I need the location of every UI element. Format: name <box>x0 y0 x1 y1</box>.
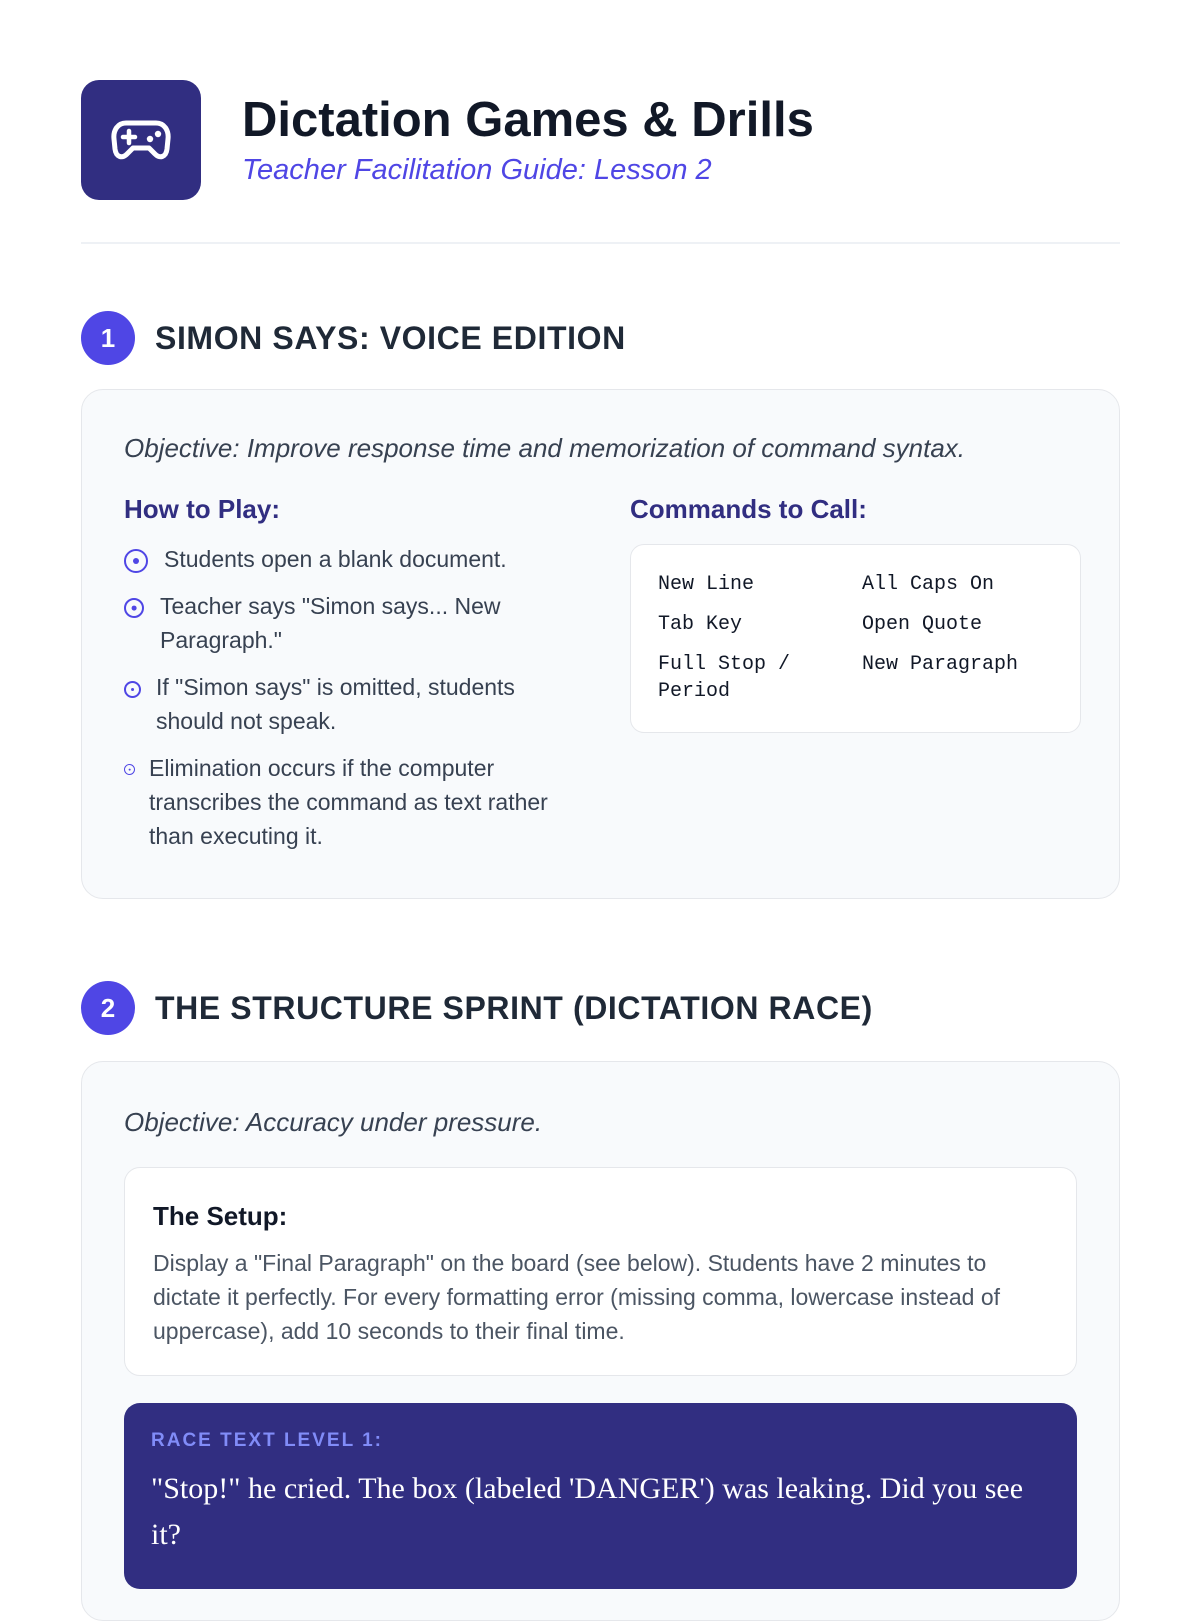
section-number-badge: 2 <box>81 981 135 1035</box>
command-item: Open Quote <box>862 613 983 636</box>
section-number-badge: 1 <box>81 311 135 365</box>
command-item: Full Stop / Period <box>658 653 791 703</box>
structure-sprint-card <box>81 1061 1120 1621</box>
objective-text: Objective: Improve response time and memorization of command syntax. <box>124 433 966 463</box>
page-header <box>81 80 1120 200</box>
bullet-circle-icon <box>124 598 144 618</box>
list-item <box>124 542 564 576</box>
list-item <box>124 751 564 853</box>
command-item: Tab Key <box>658 613 743 636</box>
how-to-play-heading: How to Play: <box>124 494 281 524</box>
section-2-heading <box>81 981 1120 1035</box>
bullet-circle-icon <box>124 764 135 775</box>
step-text: Teacher says "Simon says... New Paragraph." <box>160 593 501 653</box>
section-title: THE STRUCTURE SPRINT (DICTATION RACE) <box>155 989 873 1026</box>
header-divider <box>81 242 1120 244</box>
commands-heading: Commands to Call: <box>630 494 867 524</box>
section-1-heading <box>81 311 1120 365</box>
header-text <box>242 92 814 188</box>
steps-list <box>124 542 564 853</box>
simon-says-card <box>81 389 1120 899</box>
setup-box <box>124 1167 1077 1376</box>
lesson-guide <box>81 80 1120 1621</box>
objective-text: Objective: Accuracy under pressure. <box>124 1107 543 1137</box>
how-to-play-column <box>124 492 564 866</box>
command-item: New Line <box>658 573 755 596</box>
step-text: If "Simon says" is omitted, students should not speak. <box>156 674 515 734</box>
step-text: Elimination occurs if the computer transcribes the command as text rather than executing it. <box>149 755 548 849</box>
race-text: "Stop!" he cried. The box (labeled 'DANGER') was leaking. Did you see it? <box>151 1472 1024 1551</box>
setup-heading: The Setup: <box>153 1201 288 1231</box>
command-item: New Paragraph <box>862 653 1019 676</box>
gamepad-icon <box>110 117 172 163</box>
commands-box <box>630 544 1081 733</box>
page-subtitle: Teacher Facilitation Guide: Lesson 2 <box>242 154 712 186</box>
bullet-circle-icon <box>124 549 148 573</box>
page-title: Dictation Games & Drills <box>242 93 814 147</box>
commands-column <box>630 492 1081 733</box>
race-label: RACE TEXT LEVEL 1: <box>151 1430 384 1451</box>
bullet-circle-icon <box>124 681 141 698</box>
setup-text: Display a "Final Paragraph" on the board (see below). Students have 2 minutes to dictate it perfectly. For every formatting error (missing comma, lowercase instead of uppercase), add 10 seconds to their final time. <box>153 1250 1001 1344</box>
step-text: Students open a blank document. <box>164 546 507 572</box>
command-item: All Caps On <box>862 573 995 596</box>
list-item <box>124 589 564 657</box>
list-item <box>124 670 564 738</box>
section-title: SIMON SAYS: VOICE EDITION <box>155 319 626 356</box>
logo-badge <box>81 80 201 200</box>
race-text-box <box>124 1403 1077 1589</box>
